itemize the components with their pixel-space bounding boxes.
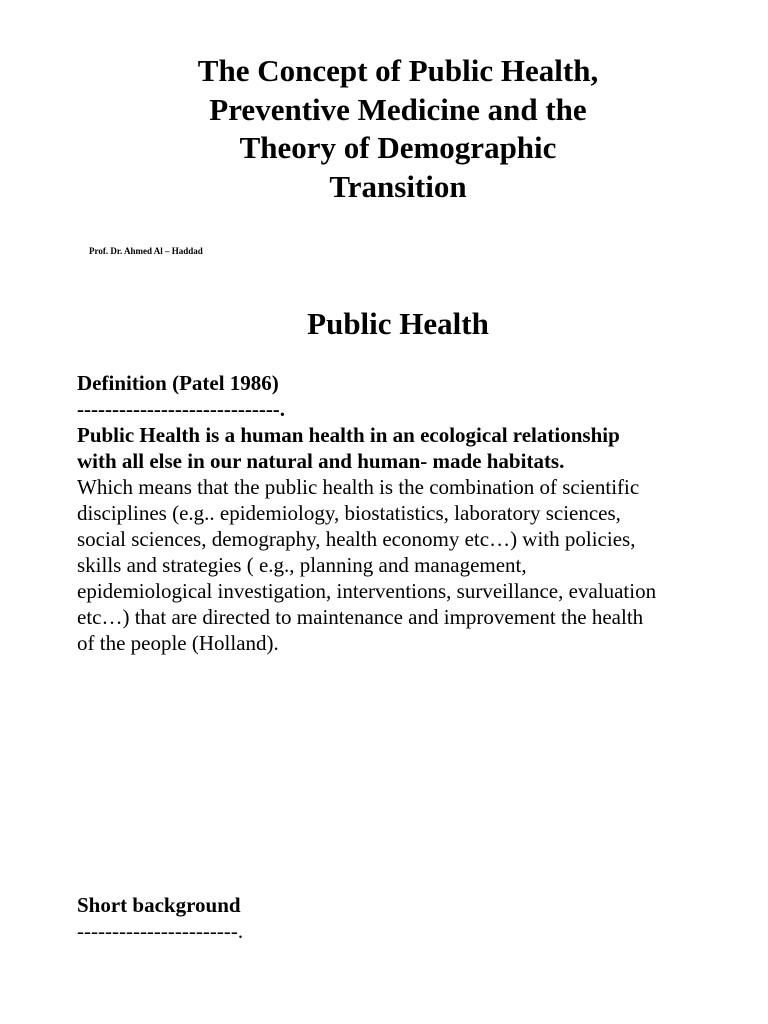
- definition-statement-line: with all else in our natural and human- made habitats.: [77, 449, 565, 473]
- short-background-section: [77, 892, 727, 944]
- body-text-line: skills and strategies ( e.g., planning and management,: [77, 553, 527, 577]
- title-line: Preventive Medicine and the: [209, 91, 587, 127]
- short-background-heading: Short background: [77, 893, 241, 917]
- short-background-separator: -----------------------.: [77, 919, 244, 943]
- title-line: Transition: [329, 168, 467, 204]
- definition-section: [77, 370, 727, 656]
- title-line: The Concept of Public Health,: [197, 53, 599, 88]
- definition-separator: -----------------------------.: [77, 397, 286, 421]
- body-text-line: epidemiological investigation, interventions, surveillance, evaluation: [77, 579, 657, 603]
- definition-statement-line: Public Health is a human health in an ecological relationship: [77, 423, 620, 447]
- body-text-line: etc…) that are directed to maintenance and improvement the health: [77, 605, 644, 629]
- body-text-line: social sciences, demography, health economy etc…) with policies,: [77, 527, 636, 551]
- definition-heading: Definition (Patel 1986): [77, 371, 279, 395]
- document-title: [0, 52, 768, 206]
- body-text-line: disciplines (e.g.. epidemiology, biostatistics, laboratory sciences,: [77, 501, 621, 525]
- body-text-line: Which means that the public health is the combination of scientific: [77, 475, 640, 499]
- section-heading: Public Health: [307, 306, 489, 341]
- title-line: Theory of Demographic: [239, 130, 557, 165]
- body-text-line: of the people (Holland).: [77, 631, 279, 655]
- author-credit: Prof. Dr. Ahmed Al – Haddad: [89, 246, 203, 256]
